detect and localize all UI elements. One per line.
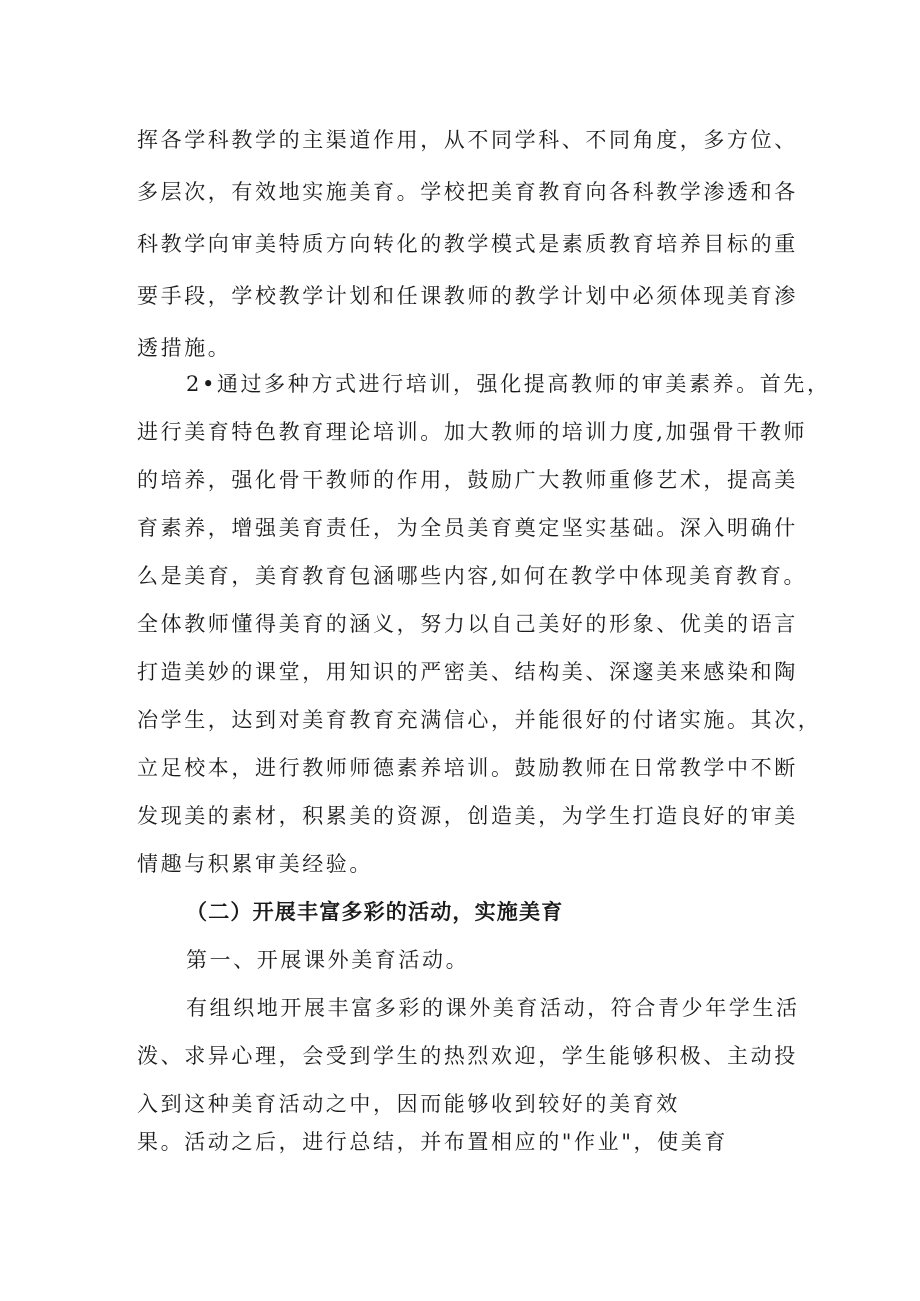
paragraph-4-line-2: 泼、求异心理，会受到学生的热烈欢迎，学生能够积极、主动投 <box>137 1044 798 1068</box>
paragraph-2-line-11: 情趣与积累审美经验。 <box>137 852 373 876</box>
section-heading: （二）开展丰富多彩的活动，实施美育 <box>186 900 564 924</box>
paragraph-2-line-10: 发现美的素材，积累美的资源，创造美，为学生打造良好的审美 <box>137 804 798 828</box>
paragraph-3-line-1: 第一、开展课外美育活动。 <box>186 948 470 972</box>
paragraph-1-line-5: 透措施。 <box>137 336 232 360</box>
paragraph-4-line-1: 有组织地开展丰富多彩的课外美育活动，符合青少年学生活 <box>186 996 800 1020</box>
paragraph-1-line-4: 要手段，学校教学计划和任课教师的教学计划中必须体现美育渗 <box>137 284 798 308</box>
paragraph-2-line-4: 育素养，增强美育责任，为全员美育奠定坚实基础。深入明确什 <box>137 516 798 540</box>
paragraph-2-line-5: 么是美育，美育教育包涵哪些内容,如何在教学中体现美育教育。 <box>137 564 808 588</box>
paragraph-1-line-3: 科教学向审美特质方向转化的教学模式是素质教育培养目标的重 <box>137 232 798 256</box>
paragraph-2-line-8: 冶学生，达到对美育教育充满信心，并能很好的付诸实施。其次， <box>137 708 822 732</box>
paragraph-2-line-9: 立足校本，进行教师师德素养培训。鼓励教师在日常教学中不断 <box>137 756 798 780</box>
paragraph-2-line-6: 全体教师懂得美育的涵义，努力以自己美好的形象、优美的语言 <box>137 612 798 636</box>
paragraph-4-line-4: 果。活动之后，进行总结，并布置相应的"作业"，使美育 <box>137 1130 728 1154</box>
paragraph-2-line-2: 进行美育特色教育理论培训。加大教师的培训力度,加强骨干教师 <box>137 420 808 444</box>
paragraph-2-line-7: 打造美妙的课堂，用知识的严密美、结构美、深邃美来感染和陶 <box>137 660 798 684</box>
paragraph-1-line-1: 挥各学科教学的主渠道作用，从不同学科、不同角度，多方位、 <box>137 128 798 152</box>
paragraph-2-line-1: 2•通过多种方式进行培训，强化提高教师的审美素养。首先， <box>186 372 831 396</box>
paragraph-1-line-2: 多层次，有效地实施美育。学校把美育教育向各科教学渗透和各 <box>137 180 798 204</box>
paragraph-2-line-3: 的培养，强化骨干教师的作用，鼓励广大教师重修艺术，提高美 <box>137 468 798 492</box>
paragraph-4-line-3: 入到这种美育活动之中，因而能够收到较好的美育效 <box>137 1092 680 1116</box>
